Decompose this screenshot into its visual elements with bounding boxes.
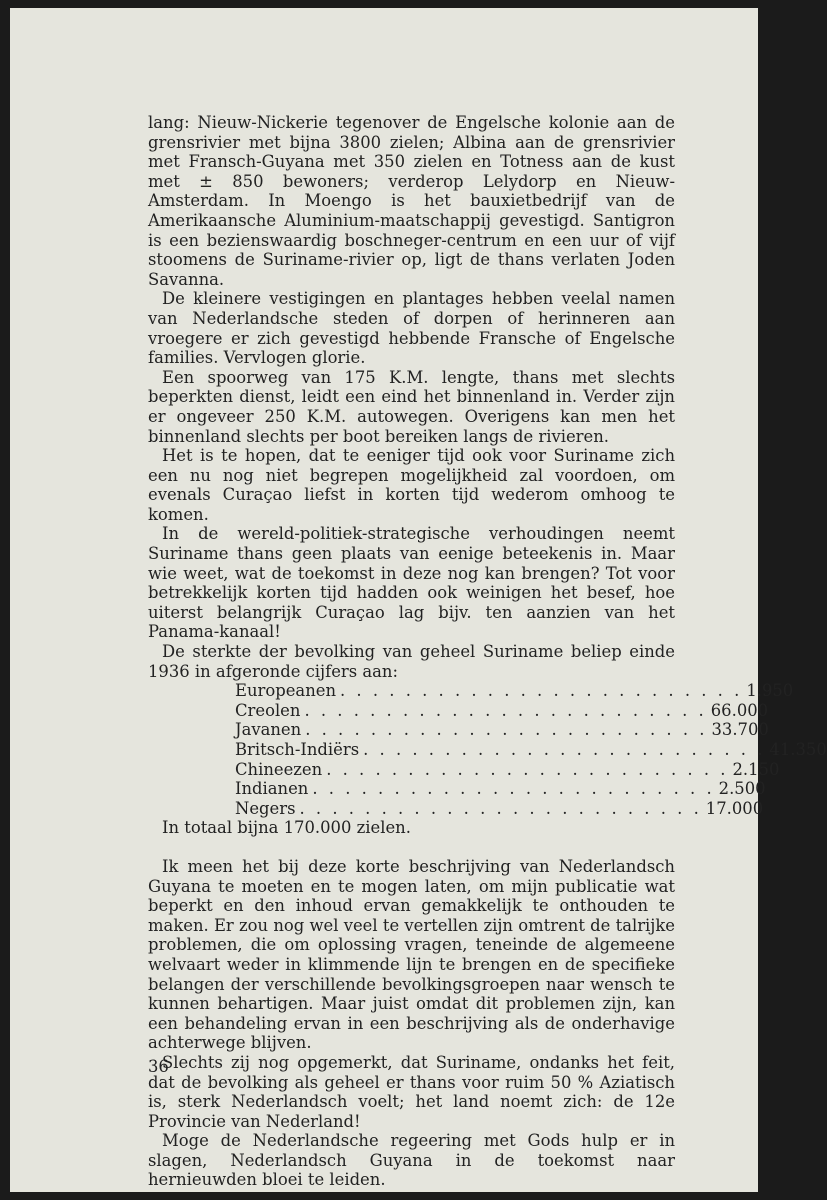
group-name: Creolen bbox=[235, 700, 301, 720]
group-count: 33.700 bbox=[711, 720, 769, 740]
group-count: 66.000 bbox=[710, 700, 769, 720]
group-name: Javanen bbox=[235, 720, 302, 740]
paragraph: Ik meen het bij deze korte beschrijving van Nederlandsch Guyana te moeten en te mogen laten, om mijn publicatie wat beperkt en den inhoud ervan gemakkelijk te onthouden te maken. Er zou nog wel veel te vertellen zijn omtrent de talrijke problemen, die om oplossing vragen, teneinde de algemeene welvaart weder in klimmende lijn te brengen en de specifieke belangen der verschillende bevolkingsgroepen naar wensch te kunnen behartigen. Maar juist omdat dit problemen zijn, kan een behandeling ervan in een beschrijving als de onderhavige achterwege blijven. bbox=[148, 856, 675, 1053]
group-count: 17.000 bbox=[705, 798, 764, 818]
paragraph: Slechts zij nog opgemerkt, dat Suriname, ondanks het feit, dat de bevolking als geheel er thans voor ruim 50 % Aziatisch is, sterk Nederlandsch voelt; het land noemt zich: de 12e Provincie van Nederland! bbox=[148, 1052, 675, 1131]
group-name: Negers bbox=[235, 798, 296, 818]
table-row bbox=[235, 798, 764, 819]
table-row bbox=[235, 700, 769, 721]
leader-dots: . . . . . . . . . . . . . . . . . . . . . . . . . bbox=[312, 779, 715, 799]
table-row bbox=[235, 779, 766, 799]
table-row bbox=[235, 681, 794, 701]
population-table bbox=[235, 681, 827, 818]
group-name: Europeanen bbox=[235, 681, 337, 701]
paragraph: In de wereld-politiek-strategische verhoudingen neemt Suriname thans geen plaats van eenige beteekenis in. Maar wie weet, wat de toekomst in deze nog kan brengen? Tot voor betrekkelijk korten tijd hadden ook weinigen het besef, hoe uiterst belangrijk Curaçao lag bijv. ten aanzien van het Panama-kanaal! bbox=[148, 524, 675, 642]
paragraph: lang: Nieuw-Nickerie tegenover de Engelsche kolonie aan de grensrivier met bijna 3800 zielen; Albina aan de grensrivier met Fransch-Guyana met 350 zielen en Totness aan de kust met ± 850 bewoners; verderop Lelydorp en Nieuw-Amsterdam. In Moengo is het bauxietbedrijf van de Amerikaansche Aluminium-maatschappij gevestigd. Santigron is een bezienswaardig boschneger-centrum en een uur of vijf stoomens de Suriname-rivier op, ligt de thans verlaten Joden Savanna. bbox=[148, 113, 675, 289]
leader-dots: . . . . . . . . . . . . . . . . . . . . . . . . . bbox=[299, 798, 702, 818]
table-row bbox=[235, 720, 769, 740]
group-name: Indianen bbox=[235, 779, 309, 799]
group-count: 41.350 bbox=[769, 740, 827, 759]
paragraph: Moge de Nederlandsche regeering met Gods hulp er in slagen, Nederlandsch Guyana in de toekomst naar hernieuwden bloei te leiden. bbox=[148, 1131, 675, 1190]
leader-dots: . . . . . . . . . . . . . . . . . . . . . . . . . bbox=[304, 700, 707, 720]
body-text bbox=[148, 113, 827, 1190]
leader-dots: . . . . . . . . . . . . . . . . . . . . . . . . . bbox=[305, 720, 708, 740]
group-name: Chineezen bbox=[235, 759, 323, 779]
page-number: 36 bbox=[148, 1057, 169, 1076]
paragraph: Een spoorweg van 175 K.M. lengte, thans met slechts beperkten dienst, leidt een eind het binnenland in. Verder zijn er ongeveer 250 K.M. autowegen. Overigens kan men het binnenland slechts per boot bereiken langs de rivieren. bbox=[148, 367, 675, 446]
paragraph: De kleinere vestigingen en plantages hebben veelal namen van Nederlandsche steden of dorpen of herinneren aan vroegere er zich gevestigd hebbende Fransche of Engelsche families. Vervlogen glorie. bbox=[148, 289, 675, 368]
leader-dots: . . . . . . . . . . . . . . . . . . . . . . . . . bbox=[363, 740, 766, 759]
group-count: 2.150 bbox=[732, 759, 780, 779]
group-name: Britsch-Indiërs bbox=[235, 740, 360, 759]
population-total: In totaal bijna 170.000 zielen. bbox=[162, 818, 411, 838]
paragraph: Het is te hopen, dat te eeniger tijd ook voor Suriname zich een nu nog niet begrepen mogelijkheid zal voordoen, om evenals Curaçao liefst in korten tijd wederom omhoog te komen. bbox=[148, 446, 675, 524]
leader-dots: . . . . . . . . . . . . . . . . . . . . . . . . . bbox=[326, 759, 729, 779]
leader-dots: . . . . . . . . . . . . . . . . . . . . . . . . . bbox=[340, 681, 743, 701]
group-count: 1.950 bbox=[746, 681, 794, 701]
group-count: 2.500 bbox=[718, 779, 766, 799]
table-row bbox=[235, 740, 827, 760]
paragraph: De sterkte der bevolking van geheel Suriname beliep einde 1936 in afgeronde cijfers aan: bbox=[148, 642, 675, 681]
table-row bbox=[235, 759, 780, 780]
